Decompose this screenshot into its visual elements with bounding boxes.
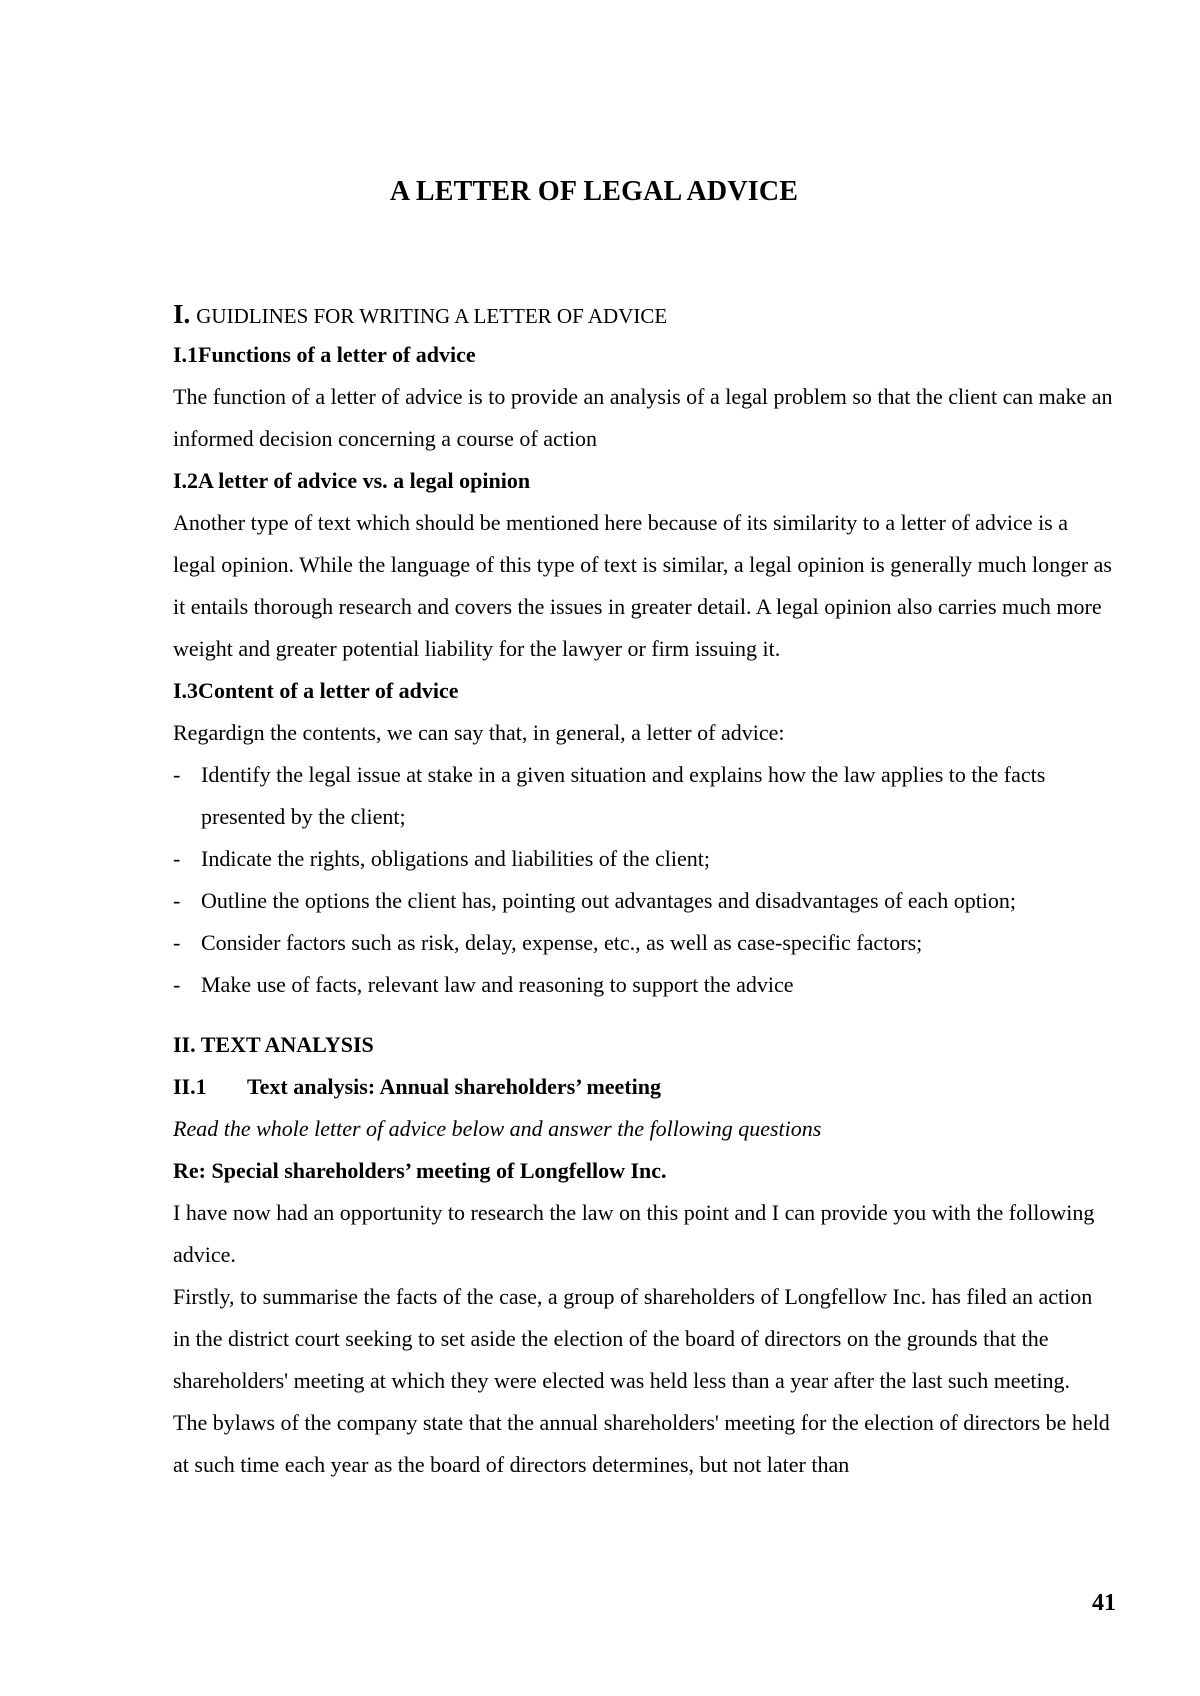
subsection-2-1-number: II.1 — [173, 1074, 207, 1099]
letter-paragraph-2: Firstly, to summarise the facts of the case, a group of shareholders of Longfellow Inc. has filed an action in the district court seeking to set aside the election of the board of directors on the grounds that the shareholders' meeting at which they were elected was held less than a year after the last such meeting. — [173, 1284, 1093, 1393]
section-1-title: GUIDLINES FOR WRITING A LETTER OF ADVICE — [196, 304, 668, 328]
letter-paragraph-3: The bylaws of the company state that the annual shareholders' meeting for the election of directors be held at such time each year as the board of directors determines, but not later than — [173, 1410, 1110, 1477]
bullet-text: Identify the legal issue at stake in a given situation and explains how the law applies to the facts presented by the client; — [201, 762, 1046, 829]
bullet-dash: - — [173, 930, 181, 955]
section-1-number: I. — [173, 299, 191, 329]
document-body — [173, 296, 1113, 1486]
re-line: Re: Special shareholders’ meeting of Longfellow Inc. — [173, 1158, 667, 1183]
bullet-item — [173, 964, 1113, 1006]
page-number: 41 — [1092, 1590, 1116, 1616]
subsection-2-1-title: Text analysis: Annual shareholders’ meeting — [247, 1074, 661, 1099]
instruction-line: Read the whole letter of advice below and answer the following questions — [173, 1116, 822, 1141]
subsection-1-3-heading: I.3Content of a letter of advice — [173, 678, 459, 703]
bullet-item — [173, 754, 1113, 838]
bullet-dash: - — [173, 972, 181, 997]
paragraph-functions: The function of a letter of advice is to provide an analysis of a legal problem so that the client can make an informed decision concerning a course of action — [173, 384, 1113, 451]
section-1-heading — [173, 296, 1113, 334]
bullet-dash: - — [173, 846, 181, 871]
subsection-1-2-heading: I.2A letter of advice vs. a legal opinion — [173, 468, 531, 493]
bullet-text: Indicate the rights, obligations and liabilities of the client; — [201, 846, 710, 871]
bullet-text: Outline the options the client has, pointing out advantages and disadvantages of each option; — [201, 888, 1017, 913]
bullet-dash: - — [173, 888, 181, 913]
section-spacer — [173, 1006, 1113, 1024]
page-title: A LETTER OF LEGAL ADVICE — [389, 176, 799, 207]
paragraph-legal-opinion: Another type of text which should be mentioned here because of its similarity to a letter of advice is a legal opinion. While the language of this type of text is similar, a legal opinion is generally much longer as it entails thorough research and covers the issues in greater detail. A legal opinion also carries much more weight and greater potential liability for the lawyer or firm issuing it. — [173, 510, 1112, 661]
bullet-text: Consider factors such as risk, delay, expense, etc., as well as case-specific factors; — [201, 930, 923, 955]
subsection-1-1-heading: I.1Functions of a letter of advice — [173, 342, 476, 367]
letter-paragraph-1: I have now had an opportunity to research the law on this point and I can provide you with the following advice. — [173, 1200, 1095, 1267]
bullet-item — [173, 922, 1113, 964]
bullet-text: Make use of facts, relevant law and reasoning to support the advice — [201, 972, 794, 997]
section-2-heading: II. TEXT ANALYSIS — [173, 1032, 374, 1057]
subsection-2-1-heading — [173, 1066, 1113, 1108]
paragraph-contents-intro: Regardign the contents, we can say that, in general, a letter of advice: — [173, 720, 785, 745]
bullet-item — [173, 838, 1113, 880]
bullet-dash: - — [173, 762, 181, 787]
bullet-item — [173, 880, 1113, 922]
